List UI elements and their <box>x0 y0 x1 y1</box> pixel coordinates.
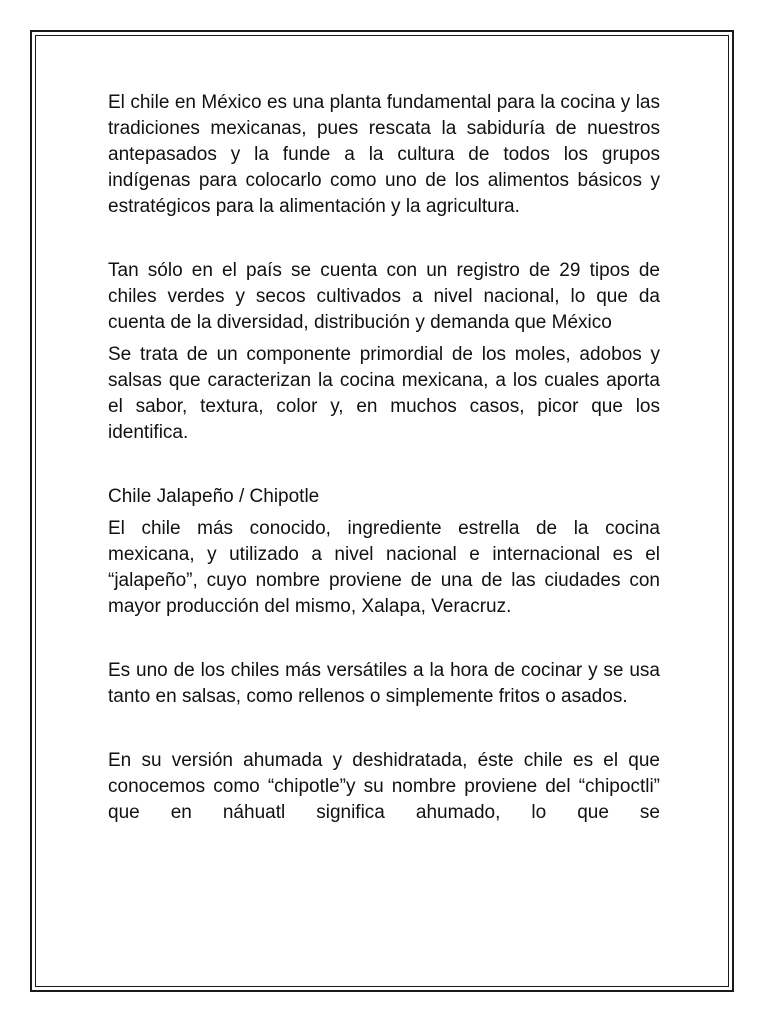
paragraph-jalapeno: El chile más conocido, ingrediente estrella de la cocina mexicana, y utilizado a nivel nacional e internacional es el “jalapeño”, cuyo nombre proviene de una de las ciudades con mayor producción del mismo, Xalapa, Veracruz. <box>108 518 660 617</box>
spacer <box>108 620 660 658</box>
paragraph-versatile: Es uno de los chiles más versátiles a la hora de cocinar y se usa tanto en salsas, como rellenos o simplemente fritos o asados. <box>108 660 660 707</box>
paragraph-chipotle: En su versión ahumada y deshidratada, éste chile es el que conocemos como “chipotle”y su nombre proviene del “chipoctli” que en náhuatl significa ahumado, lo que se <box>108 750 660 823</box>
paragraph-registry: Tan sólo en el país se cuenta con un registro de 29 tipos de chiles verdes y secos cultivados a nivel nacional, lo que da cuenta de la diversidad, distribución y demanda que México <box>108 260 660 333</box>
document-body <box>108 90 660 826</box>
spacer <box>108 220 660 258</box>
paragraph-intro: El chile en México es una planta fundamental para la cocina y las tradiciones mexicanas, pues rescata la sabiduría de nuestros antepasados y la funde a la cultura de todos los grupos indígenas para colocarlo como uno de los alimentos básicos y estratégicos para la alimentación y la agricultura. <box>108 92 660 217</box>
spacer <box>108 710 660 748</box>
spacer <box>108 446 660 484</box>
paragraph-component: Se trata de un componente primordial de los moles, adobos y salsas que caracterizan la cocina mexicana, a los cuales aporta el sabor, textura, color y, en muchos casos, picor que los identifica. <box>108 344 660 443</box>
section-heading: Chile Jalapeño / Chipotle <box>108 486 320 507</box>
